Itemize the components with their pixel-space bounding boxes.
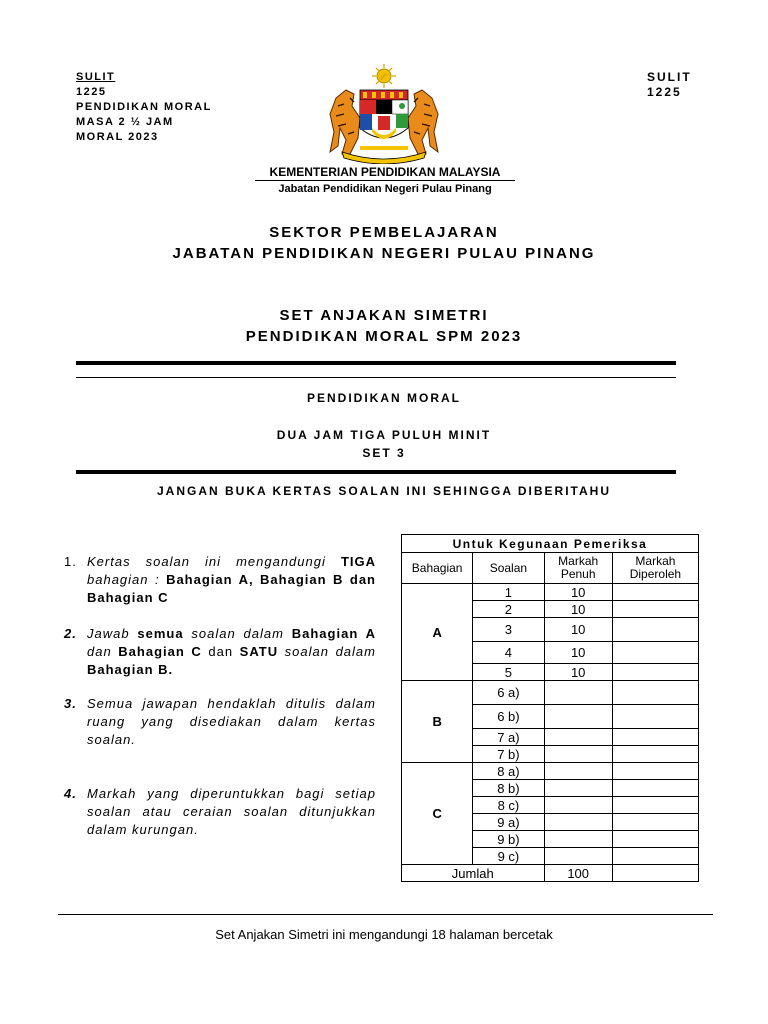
tiger-left xyxy=(330,90,360,154)
question-cell: 6 a) xyxy=(473,681,544,705)
full-mark-cell xyxy=(544,681,612,705)
tiger-right xyxy=(408,90,438,154)
set-name-title: SET ANJAKAN SIMETRI xyxy=(279,307,489,324)
paper-code: 1225 xyxy=(76,86,107,98)
question-cell: 2 xyxy=(473,601,544,618)
question-cell: 3 xyxy=(473,618,544,642)
obtained-mark-cell[interactable] xyxy=(612,763,698,780)
instruction-item xyxy=(64,785,376,839)
instruction-item xyxy=(64,553,376,607)
instruction-text-part: semua xyxy=(137,626,184,641)
exam-year: MORAL 2023 xyxy=(76,131,159,143)
obtained-mark-cell[interactable] xyxy=(612,705,698,729)
full-mark-cell xyxy=(544,729,612,746)
table-header-cell: Bahagian xyxy=(402,553,473,584)
header-right xyxy=(647,70,692,100)
department-title: JABATAN PENDIDIKAN NEGERI PULAU PINANG xyxy=(172,245,596,262)
question-cell: 5 xyxy=(473,664,544,681)
instruction-item xyxy=(64,695,376,749)
question-cell: 1 xyxy=(473,584,544,601)
question-cell: 8 b) xyxy=(473,780,544,797)
table-row xyxy=(402,763,699,780)
question-cell: 4 xyxy=(473,642,544,664)
full-mark-cell xyxy=(544,763,612,780)
warning-text: JANGAN BUKA KERTAS SOALAN INI SEHINGGA DIBERITAHU xyxy=(156,484,611,498)
obtained-mark-cell[interactable] xyxy=(612,584,698,601)
full-mark-cell xyxy=(544,831,612,848)
obtained-mark-cell[interactable] xyxy=(612,642,698,664)
instruction-text xyxy=(87,625,376,679)
paper-code-right: 1225 xyxy=(647,85,682,99)
section-cell: A xyxy=(402,584,473,681)
question-cell: 6 b) xyxy=(473,705,544,729)
instruction-text xyxy=(87,785,376,839)
instruction-text-part: soalan dalam xyxy=(183,626,292,641)
instruction-number: 4. xyxy=(64,786,77,801)
table-title: Untuk Kegunaan Pemeriksa xyxy=(402,535,699,553)
table-total-row xyxy=(402,865,699,882)
table-header-cell: Markah Penuh xyxy=(544,553,612,584)
question-cell: 9 a) xyxy=(473,814,544,831)
footer-text: Set Anjakan Simetri ini mengandungi 18 halaman bercetak xyxy=(215,927,553,942)
question-cell: 7 b) xyxy=(473,746,544,763)
motto-ribbon xyxy=(342,146,426,164)
exam-title: PENDIDIKAN MORAL SPM 2023 xyxy=(245,328,523,345)
sector-title: SEKTOR PEMBELAJARAN xyxy=(269,224,499,241)
table-row xyxy=(402,681,699,705)
question-cell: 7 a) xyxy=(473,729,544,746)
instruction-number: 2. xyxy=(64,626,77,641)
obtained-mark-cell[interactable] xyxy=(612,601,698,618)
footer-divider xyxy=(58,914,713,915)
obtained-mark-cell[interactable] xyxy=(612,831,698,848)
shield-icon xyxy=(360,90,408,139)
instruction-text-part: SATU xyxy=(239,644,279,659)
instruction-text-part: Bahagian B. xyxy=(87,662,174,677)
star-icon xyxy=(372,64,396,88)
instruction-text-part: Bahagian A xyxy=(291,626,376,641)
full-mark-cell xyxy=(544,705,612,729)
table-header-cell: Markah Diperoleh xyxy=(612,553,698,584)
instruction-text-part: dan xyxy=(87,644,119,659)
thick-divider-top xyxy=(76,361,676,365)
full-mark-cell: 10 xyxy=(544,601,612,618)
header-left xyxy=(76,70,212,145)
obtained-mark-cell[interactable] xyxy=(612,848,698,865)
duration-title: DUA JAM TIGA PULUH MINIT xyxy=(276,428,492,442)
exam-time: MASA 2 ½ JAM xyxy=(76,116,174,128)
section-cell: B xyxy=(402,681,473,763)
coat-of-arms-logo xyxy=(320,62,448,164)
sulit-label: SULIT xyxy=(76,71,116,83)
full-mark-cell: 10 xyxy=(544,642,612,664)
obtained-mark-cell[interactable] xyxy=(612,664,698,681)
full-mark-cell: 10 xyxy=(544,664,612,681)
instruction-text-part: TIGA xyxy=(340,554,376,569)
total-obtained-mark[interactable] xyxy=(612,865,698,882)
thin-divider-top xyxy=(76,377,676,378)
instruction-text-part: Jawab xyxy=(87,626,138,641)
instruction-text-part: Markah yang diperuntukkan bagi setiap soalan atau ceraian soalan ditunjukkan dalam kurungan. xyxy=(87,786,376,837)
obtained-mark-cell[interactable] xyxy=(612,618,698,642)
instruction-text-part: Bahagian A, Bahagian B dan Bahagian C xyxy=(87,572,376,605)
obtained-mark-cell[interactable] xyxy=(612,780,698,797)
instruction-number: 3. xyxy=(64,696,77,711)
ministry-divider xyxy=(255,180,515,181)
full-mark-cell xyxy=(544,746,612,763)
table-header-row xyxy=(402,553,699,584)
sulit-label-right: SULIT xyxy=(647,70,692,84)
total-label: Jumlah xyxy=(402,865,545,882)
thick-divider-bottom xyxy=(76,470,676,474)
instruction-text xyxy=(87,553,376,607)
question-cell: 8 a) xyxy=(473,763,544,780)
ministry-block xyxy=(255,165,515,195)
total-full-mark: 100 xyxy=(544,865,612,882)
table-row xyxy=(402,584,699,601)
instruction-number: 1. xyxy=(64,554,77,569)
instruction-text-part: Kertas soalan ini mengandungi xyxy=(87,554,341,569)
subject-name: PENDIDIKAN MORAL xyxy=(76,101,212,113)
ministry-name: KEMENTERIAN PENDIDIKAN MALAYSIA xyxy=(269,165,501,179)
instruction-text-part: soalan dalam xyxy=(278,644,376,659)
full-mark-cell xyxy=(544,848,612,865)
question-cell: 8 c) xyxy=(473,797,544,814)
section-cell: C xyxy=(402,763,473,865)
instruction-text-part: Semua jawapan hendaklah ditulis dalam ruang yang disediakan dalam kertas soalan. xyxy=(87,696,376,747)
obtained-mark-cell[interactable] xyxy=(612,681,698,705)
obtained-mark-cell[interactable] xyxy=(612,729,698,746)
instruction-text xyxy=(87,695,376,749)
full-mark-cell xyxy=(544,797,612,814)
obtained-mark-cell[interactable] xyxy=(612,797,698,814)
table-title-row xyxy=(402,535,699,553)
table-header-cell: Soalan xyxy=(473,553,544,584)
instruction-text-part: bahagian : xyxy=(87,572,167,587)
question-cell: 9 c) xyxy=(473,848,544,865)
full-mark-cell xyxy=(544,814,612,831)
paper-title: PENDIDIKAN MORAL xyxy=(307,391,461,405)
department-name: Jabatan Pendidikan Negeri Pulau Pinang xyxy=(278,183,492,195)
full-mark-cell: 10 xyxy=(544,618,612,642)
full-mark-cell xyxy=(544,780,612,797)
instruction-text-part: dan xyxy=(201,644,240,659)
instruction-text-part: Bahagian C xyxy=(118,644,202,659)
examiner-table xyxy=(401,534,699,882)
obtained-mark-cell[interactable] xyxy=(612,814,698,831)
full-mark-cell: 10 xyxy=(544,584,612,601)
set-number: SET 3 xyxy=(362,446,406,460)
instruction-item xyxy=(64,625,376,679)
question-cell: 9 b) xyxy=(473,831,544,848)
obtained-mark-cell[interactable] xyxy=(612,746,698,763)
